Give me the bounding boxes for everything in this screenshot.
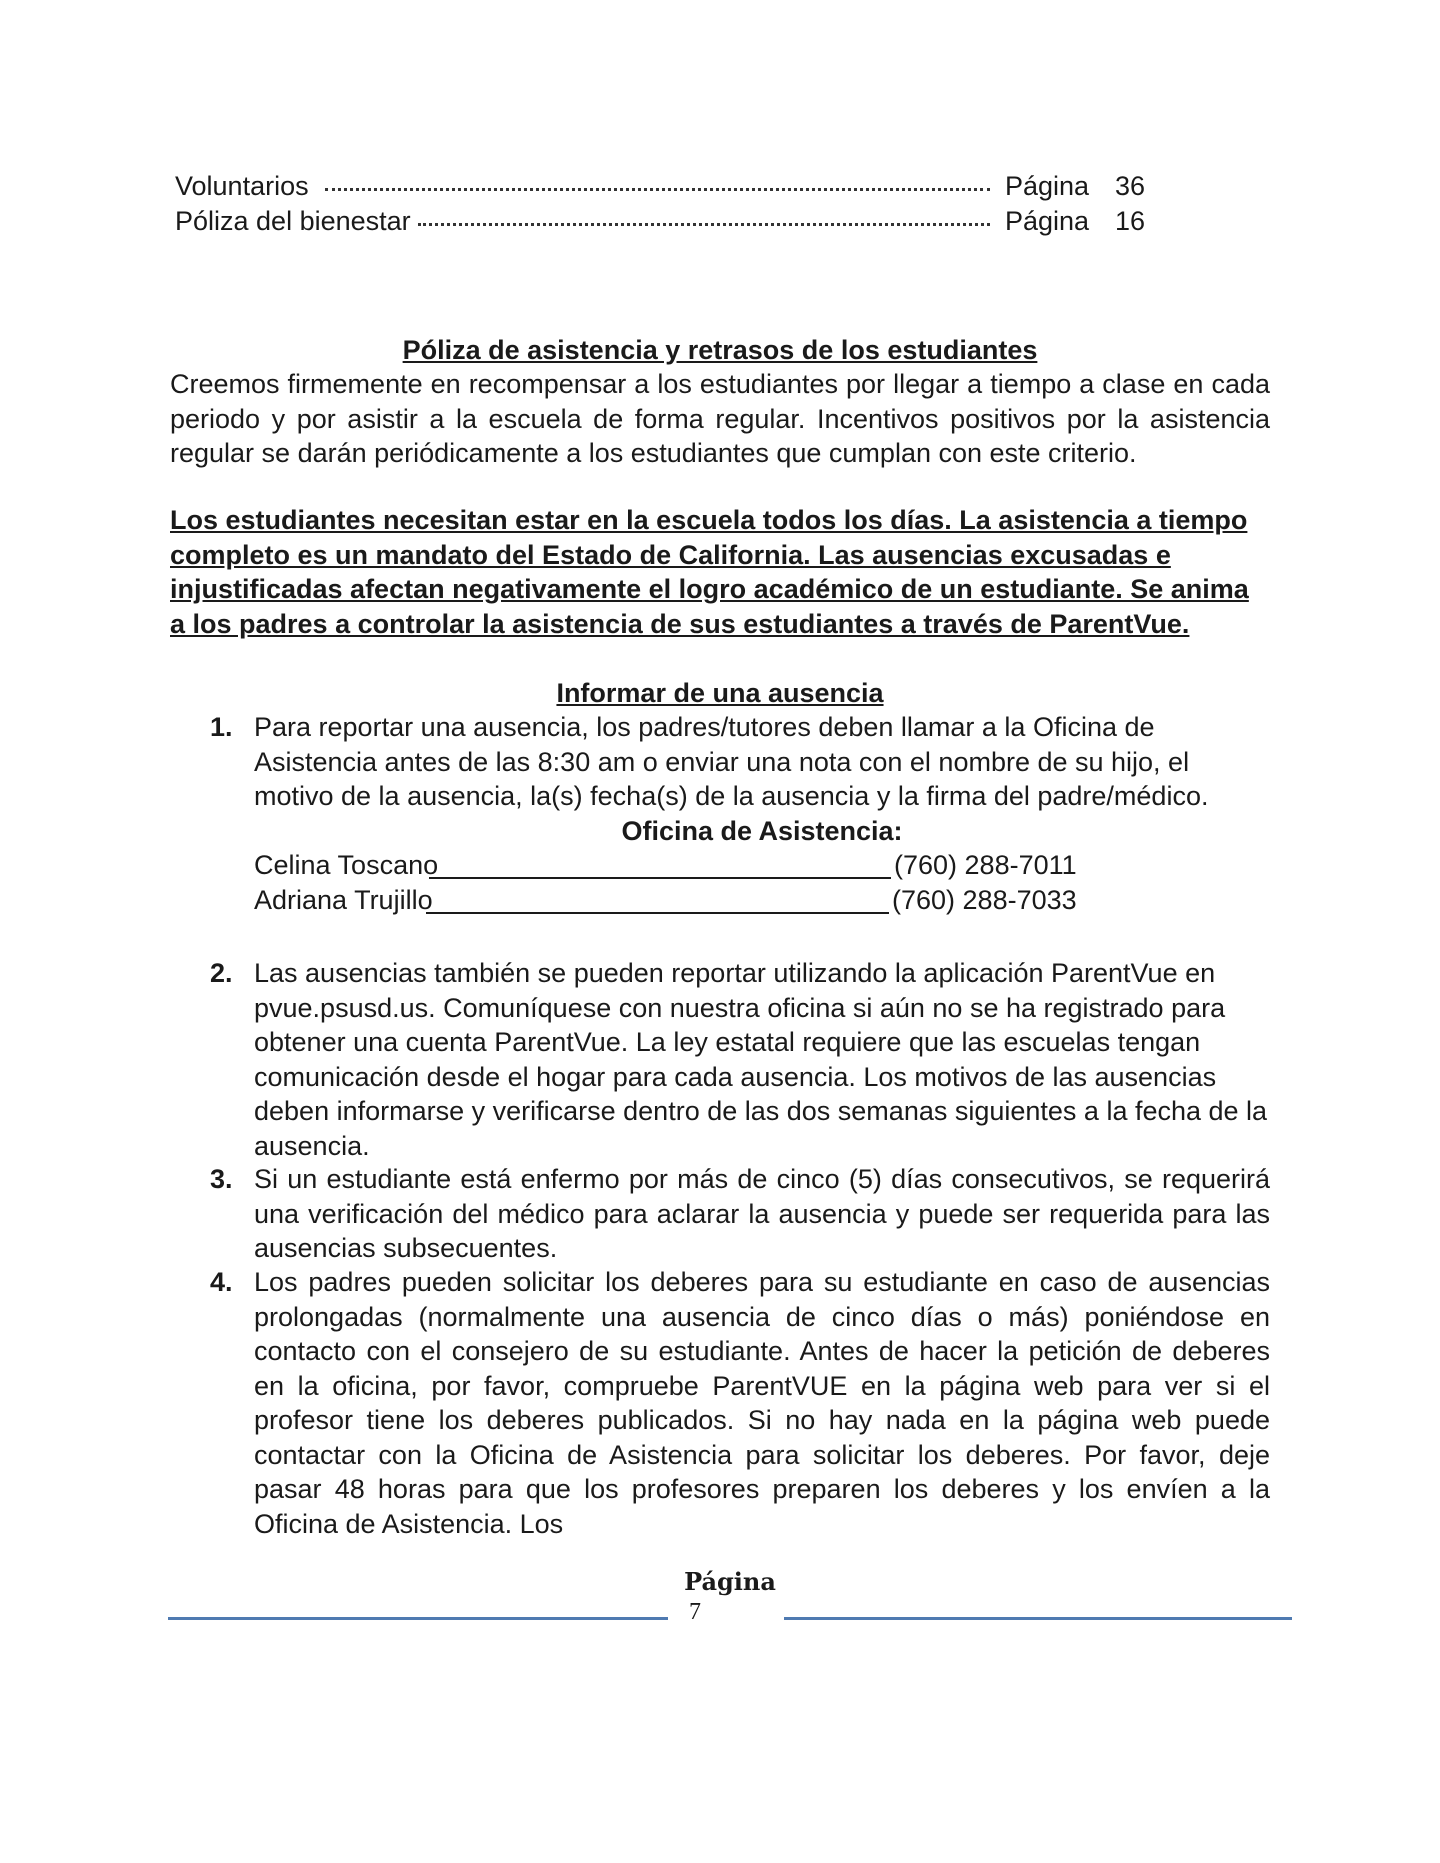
contact-name: Celina Toscano: [254, 850, 439, 880]
list-number: 2.: [210, 958, 233, 988]
list-number: 3.: [210, 1164, 233, 1194]
toc-page-word: Página: [1005, 206, 1090, 236]
subsection-title: Informar de una ausencia: [556, 678, 884, 708]
toc-leader-dots: [418, 223, 990, 226]
list-text: Los padres pueden solicitar los deberes para su estudiante en caso de ausencias prolongadas (normalmente una ausencia de cinco días o más) poniéndose en contacto con el consejero de su estudiante. Antes de hacer la petición de deberes en la oficina, por favor, compruebe ParentVUE en la página web para ver si el profesor tiene los deberes publicados. Si no hay nada en la página web puede contactar con la Oficina de Asistencia para solicitar los deberes. Por favor, deje pasar 48 horas para que los profesores preparen los deberes y los envíen a la Oficina de Asistencia. Los: [254, 1267, 1270, 1539]
toc-leader-dots: [325, 188, 990, 191]
toc-page-number: 36: [1115, 171, 1146, 201]
list-text: Si un estudiante está enfermo por más de cinco (5) días consecutivos, se requerirá una verificación del médico para aclarar la ausencia y puede ser requerida para las ausencias subsecuentes.: [254, 1164, 1270, 1263]
footer-page-number: 7: [689, 1599, 701, 1625]
list-text: Para reportar una ausencia, los padres/tutores deben llamar a la Oficina de Asistencia antes de las 8:30 am o enviar una nota con el nombre de su hijo, el motivo de la ausencia, la(s) fecha(s) de la ausencia y la firma del padre/médico.: [254, 712, 1209, 811]
contact-phone: (760) 288-7033: [892, 885, 1077, 915]
list-text: Las ausencias también se pueden reportar utilizando la aplicación ParentVue en pvue.psusd.us. Comuníquese con nuestra oficina si aún no se ha registrado para obtener una cuenta ParentVue. La ley estatal requiere que las escuelas tengan comunicación desde el hogar para cada ausencia. Los motivos de las ausencias deben informarse y verificarse dentro de las dos semanas siguientes a la fecha de la ausencia.: [254, 958, 1268, 1161]
toc-page-word: Página: [1005, 171, 1090, 201]
contact-line: [254, 847, 1154, 883]
toc-entry: [175, 168, 1175, 204]
office-title: Oficina de Asistencia:: [621, 816, 903, 846]
toc-entry-label: Voluntarios: [175, 171, 309, 201]
intro-paragraph: Creemos firmemente en recompensar a los estudiantes por llegar a tiempo a clase en cada periodo y por asistir a la escuela de forma regular. Incentivos positivos por la asistencia regular se darán periódicamente a los estudiantes que cumplan con este criterio.: [170, 369, 1270, 468]
mandate-paragraph: Los estudiantes necesitan estar en la escuela todos los días. La asistencia a tiempo completo es un mandato del Estado de California. Las ausencias excusadas e injustificadas afectan negativamente el logro académico de un estudiante. Se anima a los padres a controlar la asistencia de sus estudiantes a través de ParentVue.: [170, 505, 1249, 639]
footer-page-label: Página: [684, 1567, 776, 1596]
toc-page-number: 16: [1115, 206, 1146, 236]
section-title: Póliza de asistencia y retrasos de los estudiantes: [402, 335, 1038, 365]
contact-name: Adriana Trujillo: [254, 885, 433, 915]
contact-rule: [429, 877, 891, 879]
toc-entry-label: Póliza del bienestar: [175, 206, 411, 236]
contact-rule: [426, 912, 889, 914]
footer-rule-right: [784, 1617, 1292, 1620]
contact-phone: (760) 288-7011: [894, 850, 1077, 880]
list-number: 1.: [210, 712, 233, 742]
list-number: 4.: [210, 1267, 233, 1297]
contact-line: [254, 882, 1154, 918]
footer-rule-left: [168, 1617, 668, 1620]
toc-entry: [175, 203, 1175, 239]
